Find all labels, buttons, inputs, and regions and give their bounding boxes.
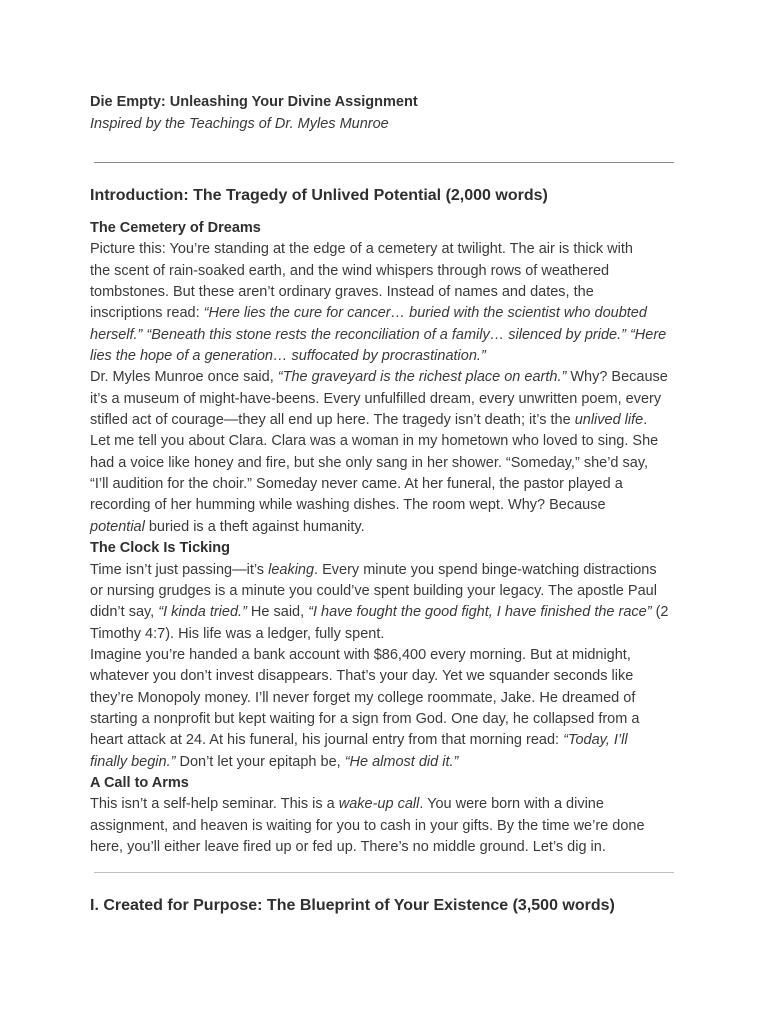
- text-run: This isn’t a self-help seminar. This is a: [90, 796, 339, 813]
- text-line: [90, 453, 682, 474]
- italic-run: unlived life: [574, 412, 644, 429]
- text-run: Why? Because: [566, 369, 668, 386]
- call-paragraph-1: [90, 794, 682, 858]
- text-run: assignment, and heaven is waiting for you to cash in your gifts. By the time we’re done: [90, 817, 645, 834]
- text-run: . You were born with a divine: [419, 796, 604, 813]
- text-run: had a voice like honey and fire, but she only sang in her shower. “Someday,” she’d say,: [90, 454, 649, 471]
- text-run: or nursing grudges is a minute you could’ve spent building your legacy. The apostle Paul: [90, 582, 657, 599]
- text-line: [90, 431, 682, 452]
- text-line: [90, 666, 682, 687]
- text-line: [90, 730, 682, 751]
- text-line: [90, 282, 682, 303]
- text-run: heart attack at 24. At his funeral, his journal entry from that morning read:: [90, 732, 564, 749]
- text-run: stifled act of courage—they all end up here. The tragedy isn’t death; it’s the: [90, 412, 575, 429]
- text-line: [90, 389, 682, 410]
- italic-run: wake-up call: [338, 796, 420, 813]
- cemetery-paragraph-2: [90, 367, 682, 431]
- cemetery-heading: The Cemetery of Dreams: [90, 220, 261, 236]
- part1-heading: I. Created for Purpose: The Blueprint of Your Existence (3,500 words): [90, 897, 615, 915]
- cemetery-paragraph-3: [90, 431, 682, 538]
- text-line: [90, 581, 682, 602]
- text-run: buried is a theft against humanity.: [144, 518, 365, 535]
- text-run: .: [643, 412, 648, 429]
- text-run: . Every minute you spend binge-watching distractions: [314, 561, 657, 578]
- text-line: [90, 624, 682, 645]
- text-line: [90, 794, 682, 815]
- text-line: [90, 602, 682, 623]
- text-run: didn’t say,: [90, 604, 159, 621]
- text-line: [90, 752, 682, 773]
- text-line: [90, 367, 682, 388]
- call-heading: A Call to Arms: [90, 774, 189, 791]
- text-line: [90, 474, 682, 495]
- text-run: it’s a museum of might-have-beens. Every unfulfilled dream, every unwritten poem, every: [90, 390, 662, 407]
- italic-run: finally begin.”: [90, 753, 176, 770]
- italic-run: lies the hope of a generation… suffocated by procrastination.”: [90, 348, 486, 365]
- text-run: Let me tell you about Clara. Clara was a woman in my hometown who loved to sing. She: [90, 433, 659, 450]
- header-divider: [94, 162, 674, 163]
- text-run: (2: [651, 604, 669, 621]
- text-line: [90, 261, 682, 282]
- text-line: [90, 688, 682, 709]
- italic-run: “He almost did it.”: [344, 753, 459, 770]
- clock-heading: The Clock Is Ticking: [90, 540, 230, 557]
- italic-run: “The graveyard is the richest place on earth.”: [277, 369, 567, 386]
- italic-run: “Here lies the cure for cancer… buried with the scientist who doubted: [203, 305, 647, 322]
- text-run: whatever you don’t invest disappears. That’s your day. Yet we squander seconds like: [90, 668, 634, 685]
- text-run: the scent of rain-soaked earth, and the wind whispers through rows of weathered: [90, 262, 610, 279]
- text-line: [90, 410, 682, 431]
- section-divider: [94, 872, 674, 873]
- text-line: [90, 303, 682, 324]
- text-run: they’re Monopoly money. I’ll never forget my college roommate, Jake. He dreamed of: [90, 689, 636, 706]
- document-subtitle: Inspired by the Teachings of Dr. Myles Munroe: [90, 116, 389, 132]
- text-run: recording of her humming while washing dishes. The room wept. Why? Because: [90, 497, 606, 514]
- text-run: “I’ll audition for the choir.” Someday never came. At her funeral, the pastor played a: [90, 476, 623, 493]
- text-line: [90, 346, 682, 367]
- text-run: Imagine you’re handed a bank account with $86,400 every morning. But at midnight,: [90, 646, 631, 663]
- italic-run: herself.” “Beneath this stone rests the reconciliation of a family… silenced by pride.” “Here: [90, 326, 667, 343]
- introduction-heading: Introduction: The Tragedy of Unlived Potential (2,000 words): [90, 187, 548, 204]
- text-line: [90, 495, 682, 516]
- text-run: Picture this: You’re standing at the edge of a cemetery at twilight. The air is thick with: [90, 241, 633, 258]
- italic-run: “Today, I’ll: [563, 732, 628, 749]
- cemetery-paragraph-1: [90, 239, 682, 367]
- document-title: Die Empty: Unleashing Your Divine Assignment: [90, 94, 418, 110]
- text-line: [90, 837, 682, 858]
- italic-run: “I kinda tried.”: [158, 604, 247, 621]
- text-run: He said,: [246, 604, 309, 621]
- text-run: Dr. Myles Munroe once said,: [90, 369, 278, 386]
- clock-paragraph-1: [90, 560, 682, 645]
- italic-run: “I have fought the good fight, I have finished the race”: [308, 604, 652, 621]
- text-run: here, you’ll either leave fired up or fed up. There’s no middle ground. Let’s dig in.: [90, 838, 606, 855]
- text-line: [90, 325, 682, 346]
- text-run: Time isn’t just passing—it’s: [90, 561, 269, 578]
- text-line: [90, 816, 682, 837]
- text-run: tombstones. But these aren’t ordinary graves. Instead of names and dates, the: [90, 284, 594, 301]
- text-line: [90, 709, 682, 730]
- text-line: [90, 645, 682, 666]
- italic-run: potential: [90, 518, 145, 535]
- text-run: Timothy 4:7). His life was a ledger, fully spent.: [90, 625, 385, 642]
- clock-paragraph-2: [90, 645, 682, 773]
- text-run: starting a nonprofit but kept waiting for a sign from God. One day, he collapsed from a: [90, 710, 640, 727]
- text-line: [90, 517, 682, 538]
- text-line: [90, 560, 682, 581]
- text-run: Don’t let your epitaph be,: [175, 753, 345, 770]
- italic-run: leaking: [268, 561, 315, 578]
- text-run: inscriptions read:: [90, 305, 204, 322]
- text-line: [90, 239, 682, 260]
